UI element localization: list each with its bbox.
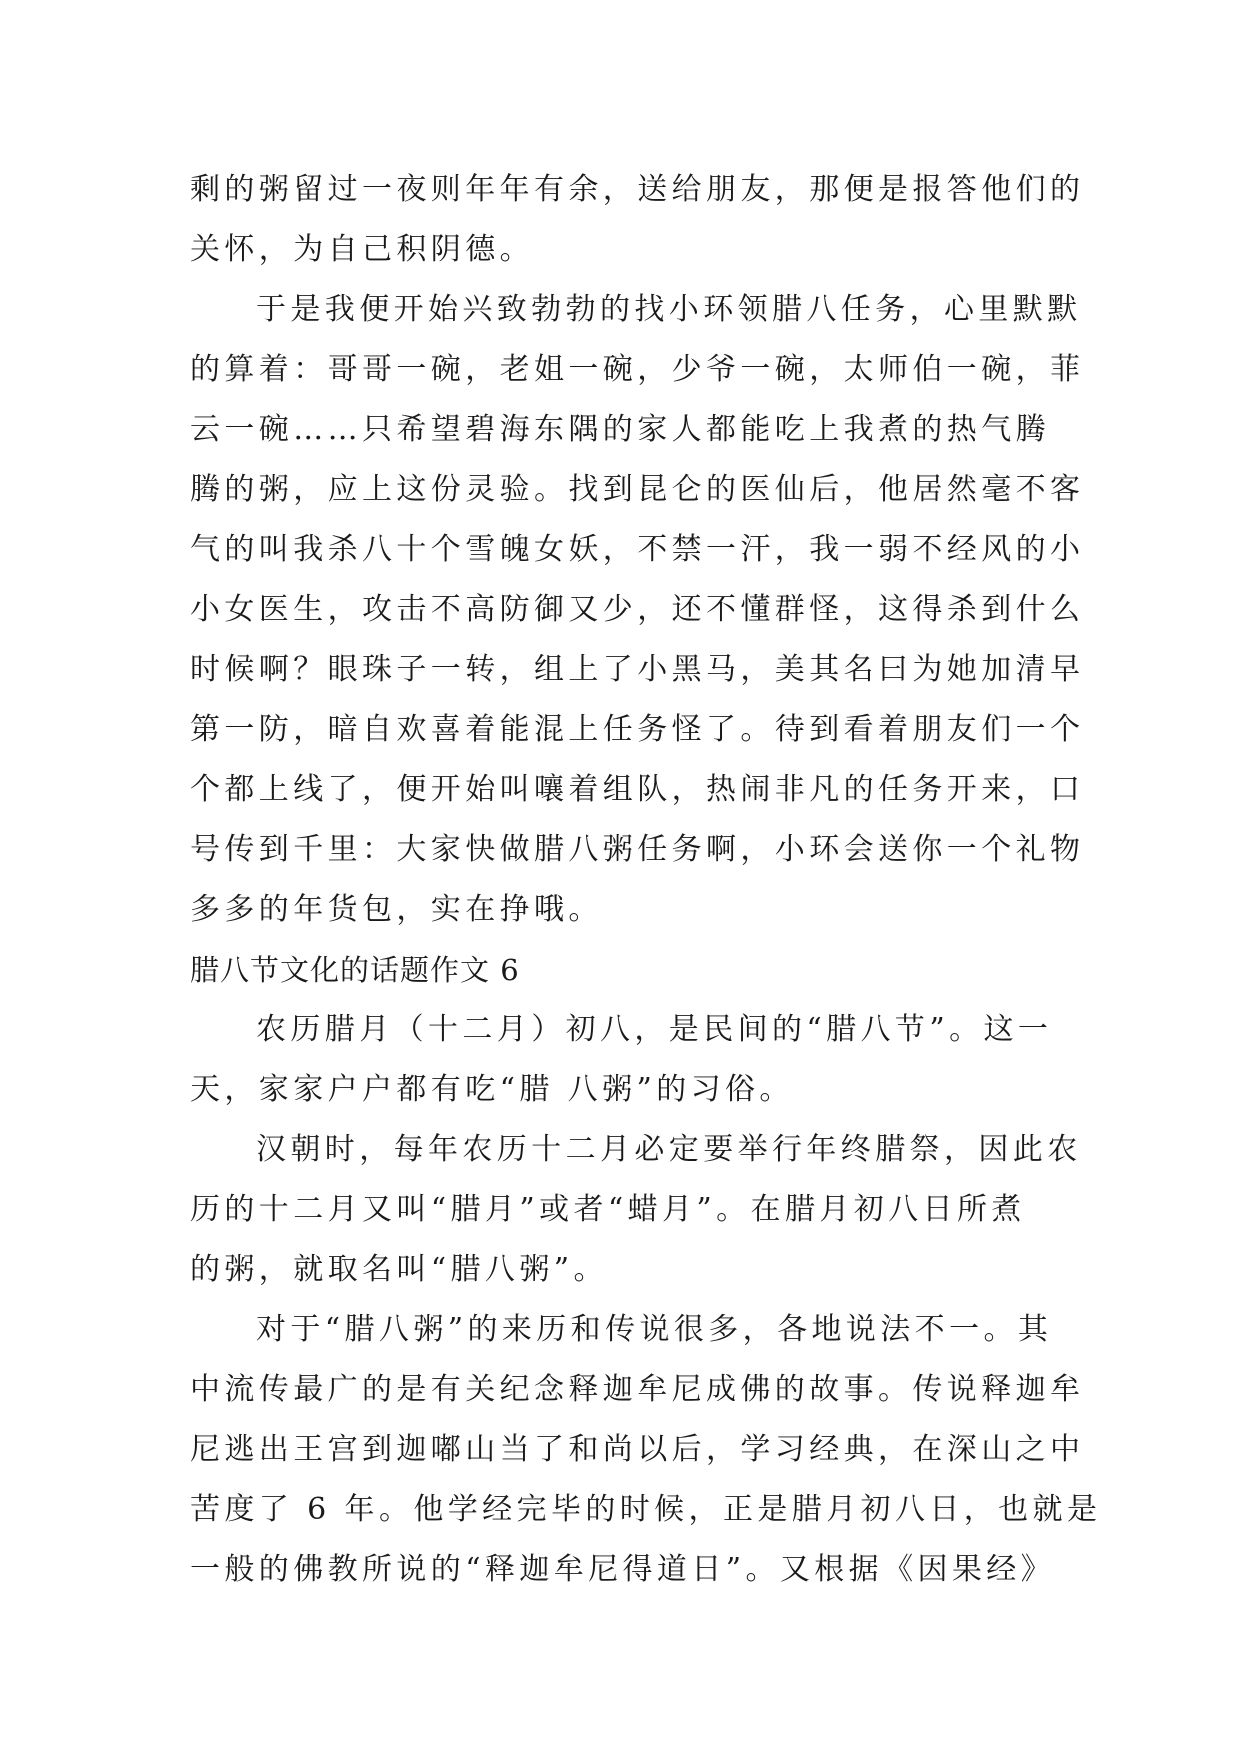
text-line: 中流传最广的是有关纪念释迦牟尼成佛的故事。传说释迦牟 — [190, 1372, 1085, 1407]
text-line: 第一防，暗自欢喜着能混上任务怪了。待到看着朋友们一个 — [190, 712, 1085, 747]
section-heading: 腊八节文化的话题作文 6 — [190, 953, 520, 987]
text-line: 剩的粥留过一夜则年年有余，送给朋友，那便是报答他们的 — [190, 172, 1085, 207]
paragraph — [190, 1300, 1102, 1600]
paragraph — [190, 1000, 1053, 1120]
text-line: 一般的佛教所说的“释迦牟尼得道日”。又根据《因果经》 — [190, 1552, 1056, 1587]
paragraph — [190, 280, 1085, 940]
text-line: 气的叫我杀八十个雪魄女妖，不禁一汗，我一弱不经风的小 — [190, 532, 1085, 567]
text-line: 的算着：哥哥一碗，老姐一碗，少爷一碗，太师伯一碗，菲 — [190, 352, 1085, 387]
text-line: 云一碗……只希望碧海东隅的家人都能吃上我煮的热气腾 — [190, 412, 1050, 447]
text-line: 对于“腊八粥”的来历和传说很多，各地说法不一。其 — [256, 1312, 1053, 1347]
text-line: 时候啊？眼珠子一转，组上了小黑马，美其名曰为她加清早 — [190, 652, 1085, 687]
text-line: 农历腊月（十二月）初八，是民间的“腊八节”。这一 — [256, 1012, 1053, 1047]
text-line: 的粥，就取名叫“腊八粥”。 — [190, 1252, 608, 1287]
paragraph — [190, 1120, 1082, 1300]
paragraph — [190, 160, 1085, 280]
text-line: 于是我便开始兴致勃勃的找小环领腊八任务，心里默默 — [256, 292, 1082, 327]
text-line: 多多的年货包，实在挣哦。 — [190, 892, 603, 927]
text-line: 个都上线了，便开始叫嚷着组队，热闹非凡的任务开来，口 — [190, 772, 1085, 807]
text-line: 天，家家户户都有吃“腊 八粥”的习俗。 — [190, 1072, 794, 1107]
document-page — [190, 160, 1102, 1600]
text-line: 号传到千里：大家快做腊八粥任务啊，小环会送你一个礼物 — [190, 832, 1085, 867]
text-line: 关怀，为自己积阴德。 — [190, 232, 534, 267]
text-line: 苦度了 6 年。他学经完毕的时候，正是腊月初八日，也就是 — [190, 1492, 1102, 1527]
text-line: 历的十二月又叫“腊月”或者“蜡月”。在腊月初八日所煮 — [190, 1192, 1026, 1227]
text-line: 腾的粥，应上这份灵验。找到昆仑的医仙后，他居然毫不客 — [190, 472, 1085, 507]
text-line: 小女医生，攻击不高防御又少，还不懂群怪，这得杀到什么 — [190, 592, 1085, 627]
text-line: 尼逃出王宫到迦嘟山当了和尚以后，学习经典，在深山之中 — [190, 1432, 1085, 1467]
text-line: 汉朝时，每年农历十二月必定要举行年终腊祭，因此农 — [256, 1132, 1082, 1167]
